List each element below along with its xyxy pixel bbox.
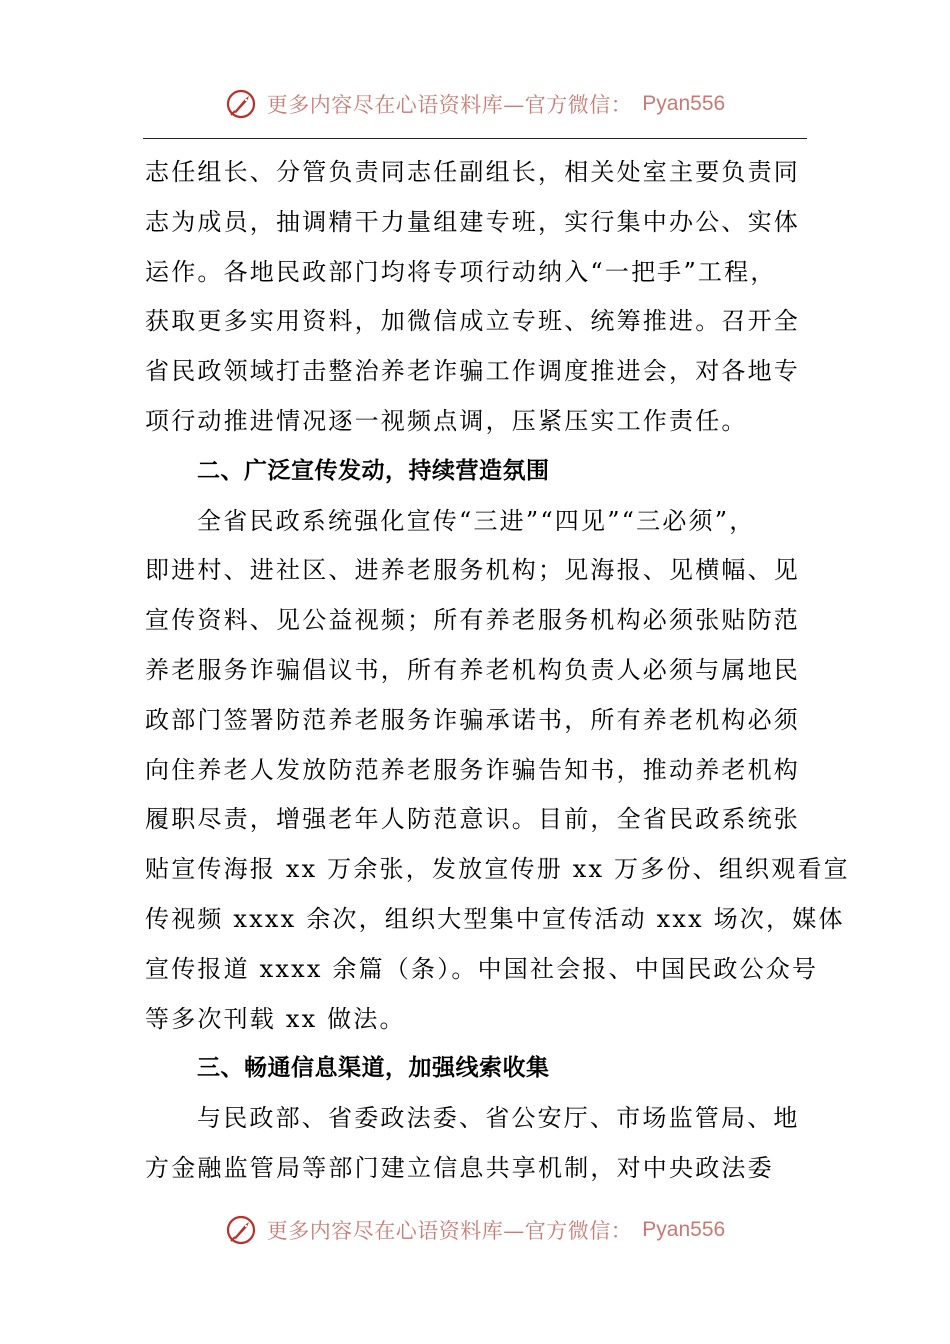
body-line: 运作。各地民政部门均将专项行动纳入“一把手”工程，	[145, 257, 777, 286]
pen-nib-logo-icon	[225, 88, 257, 120]
body-line: 志任组长、分管负责同志任副组长，相关处室主要负责同	[145, 158, 800, 186]
body-line: 政部门签署防范养老服务诈骗承诺书，所有养老机构必须	[145, 705, 800, 734]
body-line: 全省民政系统强化宣传“三进”“四见”“三必须”，	[197, 506, 756, 535]
body-line: 养老服务诈骗倡议书，所有养老机构负责人必须与属地民	[145, 655, 800, 684]
footer-banner-text: 更多内容尽在心语资料库—官方微信：	[266, 1219, 633, 1243]
body-line: 贴宣传海报 xx 万余张，发放宣传册 xx 万多份、组织观看宣	[145, 855, 850, 884]
header-banner-wechat-id: Pyan556	[642, 92, 726, 115]
footer-banner	[0, 1208, 950, 1252]
body-line: 等多次刊载 xx 做法。	[145, 1004, 406, 1033]
body-line: 即进村、进社区、进养老服务机构；见海报、见横幅、见	[145, 556, 800, 585]
header-divider	[143, 138, 807, 139]
body-line: 获取更多实用资料，加微信成立专班、统筹推进。召开全	[145, 307, 800, 336]
body-line: 项行动推进情况逐一视频点调，压紧压实工作责任。	[145, 406, 748, 435]
document-body	[145, 148, 850, 1194]
body-line: 履职尽责，增强老年人防范意识。目前，全省民政系统张	[145, 805, 800, 834]
header-banner	[0, 82, 950, 126]
section-heading-2: 二、广泛宣传发动，持续营造氛围	[197, 457, 550, 484]
header-banner-text: 更多内容尽在心语资料库—官方微信：	[266, 93, 633, 117]
body-line: 与民政部、省委政法委、省公安厅、市场监管局、地	[197, 1104, 800, 1133]
body-line: 向住养老人发放防范养老服务诈骗告知书，推动养老机构	[145, 755, 800, 784]
body-line: 方金融监管局等部门建立信息共享机制，对中央政法委	[145, 1153, 774, 1182]
body-line: 传视频 xxxx 余次，组织大型集中宣传活动 xxx 场次，媒体	[145, 904, 845, 933]
body-line: 宣传资料、见公益视频；所有养老服务机构必须张贴防范	[145, 606, 800, 635]
pen-nib-logo-icon	[225, 1214, 257, 1246]
body-line: 志为成员，抽调精干力量组建专班，实行集中办公、实体	[145, 207, 800, 236]
section-heading-3: 三、畅通信息渠道，加强线索收集	[197, 1055, 550, 1082]
body-line: 宣传报道 xxxx 余篇（条）。中国社会报、中国民政公众号	[145, 954, 819, 983]
footer-banner-wechat-id: Pyan556	[642, 1218, 726, 1241]
body-line: 省民政领域打击整治养老诈骗工作调度推进会，对各地专	[145, 357, 800, 386]
